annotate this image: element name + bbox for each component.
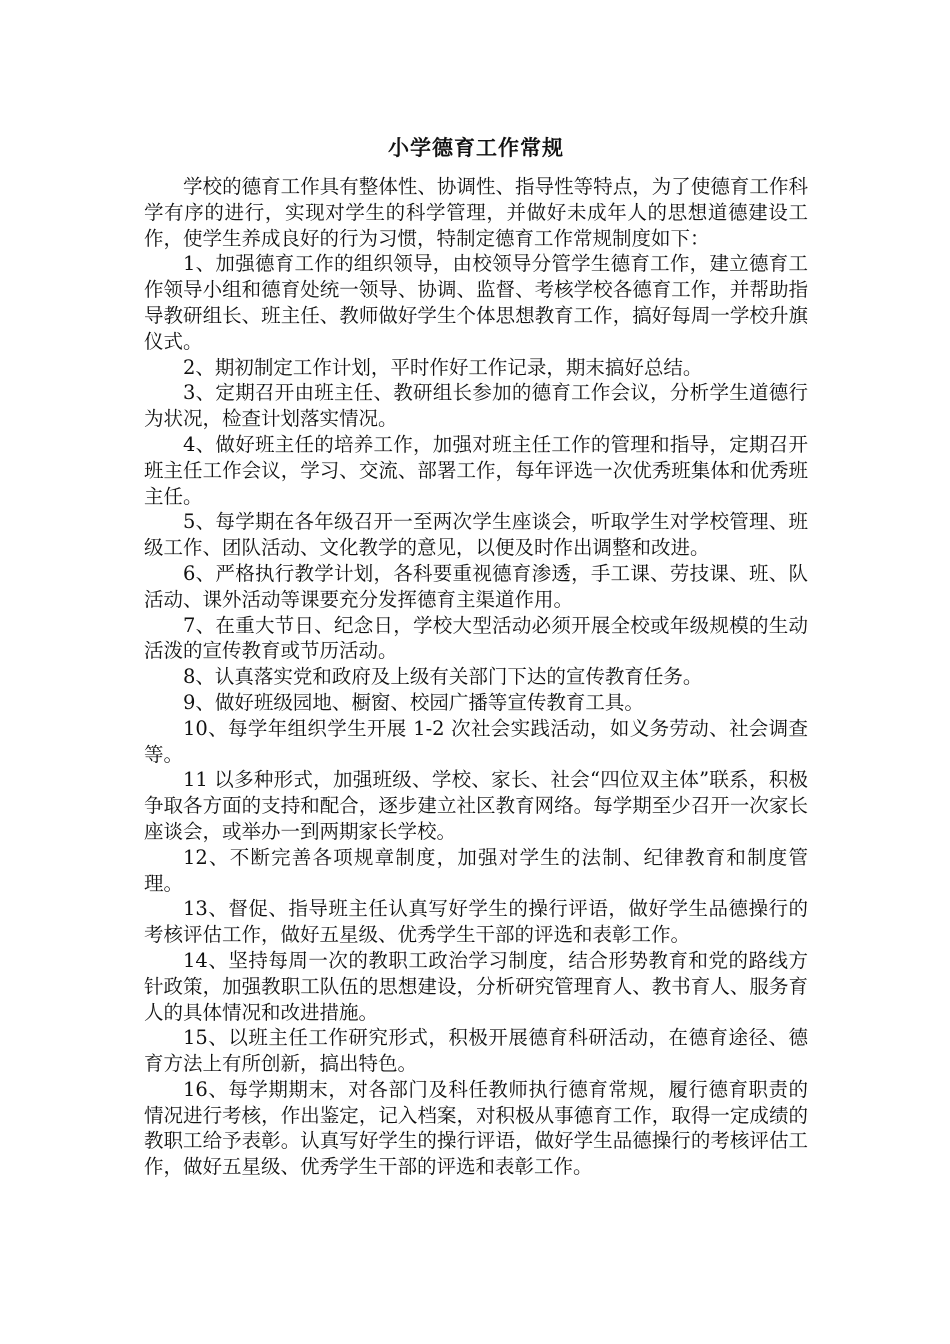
rule-item-2: 2、期初制定工作计划，平时作好工作记录，期末搞好总结。	[183, 355, 703, 379]
document-title: 小学德育工作常规	[388, 135, 564, 160]
rule-item-7: 7、在重大节日、纪念日，学校大型活动必须开展全校或年级规模的生动活泼的宣传教育或节历活动。	[144, 613, 808, 663]
rule-item-10: 10、每学年组织学生开展 1-2 次社会实践活动，如义务劳动、社会调查等。	[144, 716, 808, 766]
rule-item-13: 13、督促、指导班主任认真写好学生的操行评语，做好学生品德操行的考核评估工作，做好五星级、优秀学生干部的评选和表彰工作。	[144, 897, 808, 947]
rule-item-16: 16、每学期期末，对各部门及科任教师执行德育常规，履行德育职责的情况进行考核，作出鉴定，记入档案，对积极从事德育工作，取得一定成绩的教职工给予表彰。认真写好学生的操行评语，做好学生品德操行的考核评估工作，做好五星级、优秀学生干部的评选和表彰工作。	[144, 1077, 808, 1179]
rule-item-1: 1、加强德育工作的组织领导，由校领导分管学生德育工作，建立德育工作领导小组和德育处统一领导、协调、监督、考核学校各德育工作，并帮助指导教研组长、班主任、教师做好学生个体思想教育工作，搞好每周一学校升旗仪式。	[144, 252, 808, 353]
rule-item-14: 14、坚持每周一次的教职工政治学习制度，结合形势教育和党的路线方针政策，加强教职工队伍的思想建设，分析研究管理育人、教书育人、服务育人的具体情况和改进措施。	[144, 948, 808, 1024]
rule-item-11: 11 以多种形式，加强班级、学校、家长、社会“四位双主体”联系，积极争取各方面的支持和配合，逐步建立社区教育网络。每学期至少召开一次家长座谈会，或举办一到两期家长学校。	[144, 768, 808, 843]
rule-item-5: 5、每学期在各年级召开一至两次学生座谈会，听取学生对学校管理、班级工作、团队活动、文化教学的意见，以便及时作出调整和改进。	[144, 510, 808, 560]
rule-item-4: 4、做好班主任的培养工作，加强对班主任工作的管理和指导，定期召开班主任工作会议，学习、交流、部署工作，每年评选一次优秀班集体和优秀班主任。	[144, 432, 808, 508]
document-body	[144, 132, 808, 1180]
rule-item-9: 9、做好班级园地、橱窗、校园广播等宣传教育工具。	[183, 690, 644, 714]
rule-item-15: 15、以班主任工作研究形式，积极开展德育科研活动，在德育途径、德育方法上有所创新，搞出特色。	[144, 1026, 808, 1076]
intro-paragraph: 学校的德育工作具有整体性、协调性、指导性等特点，为了使德育工作科学有序的进行，实现对学生的科学管理，并做好未成年人的思想道德建设工作，使学生养成良好的行为习惯，特制定德育工作常规制度如下：	[144, 175, 808, 250]
rule-item-12: 12、不断完善各项规章制度，加强对学生的法制、纪律教育和制度管理。	[144, 845, 808, 895]
rule-item-8: 8、认真落实党和政府及上级有关部门下达的宣传教育任务。	[183, 665, 703, 689]
rule-item-6: 6、严格执行教学计划，各科要重视德育渗透，手工课、劳技课、班、队活动、课外活动等课要充分发挥德育主渠道作用。	[144, 561, 808, 611]
rule-item-3: 3、定期召开由班主任、教研组长参加的德育工作会议，分析学生道德行为状况，检查计划落实情况。	[144, 381, 808, 431]
